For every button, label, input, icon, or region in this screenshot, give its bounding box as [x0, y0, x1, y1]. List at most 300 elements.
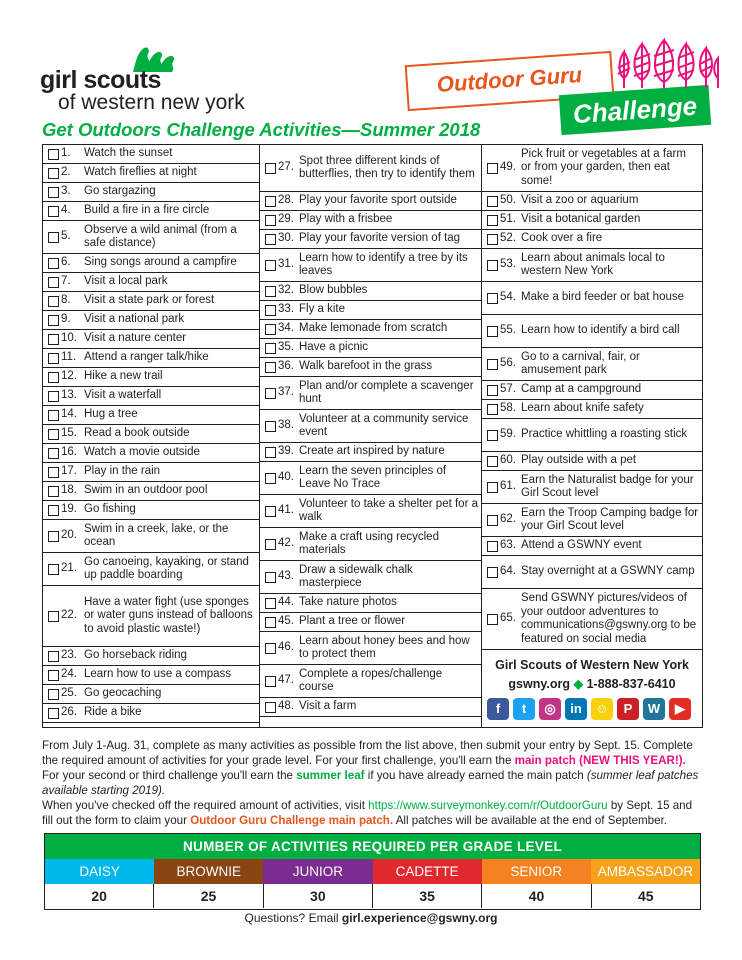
footer-prefix: Questions? Email — [244, 911, 342, 925]
checkbox-wrap — [260, 572, 278, 583]
activity-item — [260, 301, 481, 320]
activity-checkbox[interactable] — [48, 505, 59, 516]
activity-item — [482, 589, 702, 650]
activity-item — [260, 377, 481, 410]
activity-item — [260, 145, 481, 192]
activity-checkbox[interactable] — [265, 572, 276, 583]
activity-number: 41. — [278, 504, 294, 517]
activity-checkbox[interactable] — [48, 689, 59, 700]
activity-number: 48. — [278, 700, 294, 713]
checkbox-wrap — [43, 689, 61, 700]
activity-checkbox[interactable] — [48, 334, 59, 345]
checkbox-wrap — [43, 410, 61, 421]
activity-number: 2. — [61, 166, 71, 179]
activity-number: 44. — [278, 596, 294, 609]
activity-text: Visit a nature center — [84, 332, 187, 345]
activity-item — [260, 320, 481, 339]
para2-text-a: When you've checked off the required amount of activities, visit — [42, 799, 369, 812]
activity-text: Make a craft using recycled materials — [299, 530, 439, 556]
activity-text: Sing songs around a campfire — [84, 256, 237, 269]
contact-phone: 1-888-837-6410 — [586, 677, 676, 691]
activity-number: 5. — [61, 230, 71, 243]
checkbox-wrap — [43, 258, 61, 269]
trees-icon — [614, 38, 724, 90]
activity-number: 38. — [278, 419, 294, 432]
activity-item — [43, 501, 259, 520]
page-title: Get Outdoors Challenge Activities—Summer 2018 — [42, 119, 481, 140]
logo-girl-scouts: girl scouts — [40, 66, 161, 94]
survey-link[interactable]: https://www.surveymonkey.com/r/OutdoorGuru — [368, 799, 608, 812]
activity-item — [482, 556, 702, 589]
checkbox-wrap — [260, 163, 278, 174]
activity-text: Stay overnight at a GSWNY camp — [521, 565, 695, 578]
grade-level-name: SENIOR — [482, 859, 591, 884]
activity-checkbox[interactable] — [265, 196, 276, 207]
activity-item — [260, 561, 481, 594]
activity-checkbox[interactable] — [487, 541, 498, 552]
activity-item — [43, 349, 259, 368]
activity-number: 65. — [500, 612, 516, 625]
checkbox-wrap — [43, 149, 61, 160]
checkbox-wrap — [43, 486, 61, 497]
activity-item — [260, 192, 481, 211]
activity-number: 62. — [500, 513, 516, 526]
activity-number: 58. — [500, 402, 516, 415]
activity-text: Visit a waterfall — [84, 389, 162, 402]
activity-text: Have a picnic — [299, 341, 369, 354]
activity-text: Complete a ropes/challenge course — [299, 667, 443, 693]
activity-text: Walk barefoot in the grass — [299, 360, 433, 373]
activity-text: Play your favorite sport outside — [299, 194, 457, 207]
activity-number: 40. — [278, 471, 294, 484]
activity-checkbox[interactable] — [48, 258, 59, 269]
instructions-paragraph — [42, 738, 704, 798]
grade-level-name: BROWNIE — [154, 859, 263, 884]
contact-website[interactable]: gswny.org — [508, 677, 571, 691]
activity-text: Take nature photos — [299, 596, 397, 609]
activity-text: Draw a sidewalk chalk masterpiece — [299, 563, 413, 589]
activity-checkbox[interactable] — [487, 430, 498, 441]
activity-checkbox[interactable] — [487, 482, 498, 493]
activity-checkbox[interactable] — [265, 702, 276, 713]
activity-number: 51. — [500, 213, 516, 226]
activity-checkbox[interactable] — [48, 277, 59, 288]
activity-checkbox[interactable] — [487, 196, 498, 207]
activity-item — [260, 495, 481, 528]
checkbox-wrap — [482, 326, 500, 337]
linkedin-icon[interactable]: in — [565, 698, 587, 720]
activity-column-3 — [482, 145, 702, 727]
activity-item — [482, 315, 702, 348]
checkbox-wrap — [260, 643, 278, 654]
activity-text: Have a water fight (use sponges or water guns instead of balloons to avoid plastic waste!) — [84, 595, 253, 635]
activity-number: 54. — [500, 291, 516, 304]
activity-text: Go fishing — [84, 503, 136, 516]
activity-text: Learn how to use a compass — [84, 668, 232, 681]
activity-number: 53. — [500, 258, 516, 271]
activity-item — [43, 164, 259, 183]
activity-text: Visit a national park — [84, 313, 185, 326]
footer-questions — [0, 911, 742, 925]
activity-item — [43, 553, 259, 586]
activity-item — [43, 666, 259, 685]
activity-checkbox[interactable] — [265, 539, 276, 550]
activity-text: Volunteer at a community service event — [299, 412, 469, 438]
table-heading: NUMBER OF ACTIVITIES REQUIRED PER GRADE LEVEL — [45, 834, 700, 859]
activity-checkbox[interactable] — [265, 617, 276, 628]
activity-checkbox[interactable] — [48, 564, 59, 575]
activity-number: 28. — [278, 194, 294, 207]
activity-text: Play your favorite version of tag — [299, 232, 461, 245]
para2-text-d: All patches will be available at the end of September. — [393, 814, 668, 827]
activity-item — [43, 406, 259, 425]
checkbox-wrap — [260, 234, 278, 245]
activity-checkbox[interactable] — [48, 372, 59, 383]
activity-number: 15. — [61, 427, 77, 440]
checkbox-wrap — [260, 447, 278, 458]
activity-checkbox[interactable] — [265, 421, 276, 432]
activity-text: Watch fireflies at night — [84, 166, 197, 179]
activity-checkbox[interactable] — [265, 598, 276, 609]
activity-number: 60. — [500, 454, 516, 467]
activity-checkbox[interactable] — [48, 315, 59, 326]
activity-text: Learn how to identify a tree by its leaves — [299, 251, 468, 277]
checkbox-wrap — [43, 187, 61, 198]
activity-checkbox[interactable] — [487, 326, 498, 337]
activity-item — [260, 249, 481, 282]
activity-text: Swim in a creek, lake, or the ocean — [84, 522, 229, 548]
activity-text: Plant a tree or flower — [299, 615, 406, 628]
activity-number: 29. — [278, 213, 294, 226]
activity-item — [260, 282, 481, 301]
activity-checkbox[interactable] — [265, 362, 276, 373]
activity-item — [43, 444, 259, 463]
activity-text: Camp at a campground — [521, 383, 642, 396]
activity-text: Go horseback riding — [84, 649, 187, 662]
activity-item — [43, 482, 259, 501]
activity-text: Go geocaching — [84, 687, 162, 700]
activity-text: Read a book outside — [84, 427, 190, 440]
activity-text: Practice whittling a roasting stick — [521, 428, 688, 441]
activity-text: Play with a frisbee — [299, 213, 393, 226]
checkbox-wrap — [482, 456, 500, 467]
activity-text: Create art inspired by nature — [299, 445, 445, 458]
activity-item — [43, 647, 259, 666]
activity-text: Attend a GSWNY event — [521, 539, 642, 552]
checkbox-wrap — [43, 232, 61, 243]
activity-checkbox[interactable] — [487, 359, 498, 370]
activity-text: Visit a botanical garden — [521, 213, 641, 226]
grade-level-name: AMBASSADOR — [591, 859, 700, 884]
activity-checkbox[interactable] — [487, 215, 498, 226]
activity-text: Learn about animals local to western New York — [521, 251, 665, 277]
activity-text: Play in the rain — [84, 465, 161, 478]
activity-item — [260, 698, 481, 717]
checkbox-wrap — [260, 539, 278, 550]
checkbox-wrap — [482, 234, 500, 245]
activity-text: Go stargazing — [84, 185, 156, 198]
activity-checkbox[interactable] — [48, 206, 59, 217]
activity-text: Ride a bike — [84, 706, 142, 719]
activity-text: Build a fire in a fire circle — [84, 204, 210, 217]
diamond-icon: ◆ — [573, 677, 584, 691]
activity-checkbox[interactable] — [265, 388, 276, 399]
activity-checkbox[interactable] — [265, 447, 276, 458]
checkbox-wrap — [260, 286, 278, 297]
checkbox-wrap — [260, 362, 278, 373]
activity-item — [482, 145, 702, 192]
activity-checkbox[interactable] — [487, 404, 498, 415]
checkbox-wrap — [260, 324, 278, 335]
activity-checkbox[interactable] — [487, 260, 498, 271]
activity-item — [43, 221, 259, 254]
activity-number: 37. — [278, 386, 294, 399]
checkbox-wrap — [260, 305, 278, 316]
activity-item — [43, 202, 259, 221]
activity-number: 25. — [61, 687, 77, 700]
checkbox-wrap — [482, 215, 500, 226]
activity-text: Learn about knife safety — [521, 402, 644, 415]
checkbox-wrap — [43, 448, 61, 459]
checkbox-wrap — [482, 430, 500, 441]
activity-checkbox[interactable] — [265, 260, 276, 271]
activity-number: 56. — [500, 357, 516, 370]
activity-checkbox[interactable] — [265, 643, 276, 654]
activity-text: Fly a kite — [299, 303, 346, 316]
activity-item — [260, 528, 481, 561]
activity-checkbox[interactable] — [487, 234, 498, 245]
checkbox-wrap — [43, 531, 61, 542]
checkbox-wrap — [43, 651, 61, 662]
activity-number: 26. — [61, 706, 77, 719]
activity-item — [260, 410, 481, 443]
activity-text: Send GSWNY pictures/videos of your outdoor adventures to communications@gswny.org to be featured on social media — [521, 592, 697, 645]
activity-checkbox[interactable] — [265, 234, 276, 245]
summer-leaf-text: summer leaf — [296, 769, 365, 782]
snapchat-icon[interactable]: ☺ — [591, 698, 613, 720]
activity-item — [482, 504, 702, 537]
activity-number: 6. — [61, 256, 71, 269]
activity-checkbox[interactable] — [48, 149, 59, 160]
contact-org: Girl Scouts of Western New York — [495, 658, 689, 672]
activity-text: Visit a farm — [299, 700, 357, 713]
checkbox-wrap — [43, 372, 61, 383]
checkbox-wrap — [482, 359, 500, 370]
activity-item — [260, 594, 481, 613]
activity-number: 61. — [500, 480, 516, 493]
activity-item — [482, 419, 702, 452]
checkbox-wrap — [260, 343, 278, 354]
activity-checkbox[interactable] — [265, 473, 276, 484]
activity-checkbox[interactable] — [265, 163, 276, 174]
activity-number: 47. — [278, 674, 294, 687]
checkbox-wrap — [43, 334, 61, 345]
para1-text-e: if you have already earned the main patch — [364, 769, 587, 782]
facebook-icon[interactable]: f — [487, 698, 509, 720]
youtube-icon[interactable]: ▶ — [669, 698, 691, 720]
activity-number: 7. — [61, 275, 71, 288]
activity-number: 45. — [278, 615, 294, 628]
activity-checkbox[interactable] — [48, 410, 59, 421]
activity-number: 59. — [500, 428, 516, 441]
contact-box — [482, 650, 702, 730]
activity-text: Make a bird feeder or bat house — [521, 291, 685, 304]
activity-text: Spot three different kinds of butterflies, then try to identify them — [299, 154, 475, 180]
activity-number: 13. — [61, 389, 77, 402]
activity-number: 39. — [278, 445, 294, 458]
checkbox-wrap — [260, 473, 278, 484]
checkbox-wrap — [260, 676, 278, 687]
twitter-icon[interactable]: t — [513, 698, 535, 720]
checkbox-wrap — [260, 506, 278, 517]
activity-text: Visit a zoo or aquarium — [521, 194, 639, 207]
checkbox-wrap — [482, 482, 500, 493]
activity-number: 35. — [278, 341, 294, 354]
activity-checkbox[interactable] — [48, 467, 59, 478]
activity-checkbox[interactable] — [487, 515, 498, 526]
activity-number: 36. — [278, 360, 294, 373]
instagram-icon[interactable]: ◎ — [539, 698, 561, 720]
main-patch-text: main patch (NEW THIS YEAR!). — [514, 754, 686, 767]
activity-number: 22. — [61, 609, 77, 622]
activity-number: 64. — [500, 565, 516, 578]
checkbox-wrap — [260, 388, 278, 399]
checkbox-wrap — [260, 215, 278, 226]
grade-level-count: 35 — [373, 884, 482, 908]
activity-text: Volunteer to take a shelter pet for a walk — [299, 497, 479, 523]
activity-checkbox[interactable] — [265, 305, 276, 316]
activity-checkbox[interactable] — [487, 163, 498, 174]
activity-number: 23. — [61, 649, 77, 662]
activity-checkbox[interactable] — [265, 506, 276, 517]
activity-checkbox[interactable] — [265, 215, 276, 226]
activity-checkbox[interactable] — [48, 611, 59, 622]
checkbox-wrap — [43, 277, 61, 288]
logo-region: of western new york — [58, 91, 245, 114]
grade-level-name: CADETTE — [373, 859, 482, 884]
activity-checkbox[interactable] — [48, 531, 59, 542]
activity-checkbox[interactable] — [48, 708, 59, 719]
activity-item — [43, 311, 259, 330]
pinterest-icon[interactable]: P — [617, 698, 639, 720]
activity-number: 50. — [500, 194, 516, 207]
checkbox-wrap — [482, 196, 500, 207]
checkbox-wrap — [482, 385, 500, 396]
activity-text: Earn the Troop Camping badge for your Girl Scout level — [521, 506, 699, 532]
activity-text: Hug a tree — [84, 408, 138, 421]
activity-checkbox[interactable] — [487, 614, 498, 625]
activity-text: Plan and/or complete a scavenger hunt — [299, 379, 474, 405]
activity-checkbox[interactable] — [265, 343, 276, 354]
activity-item — [482, 192, 702, 211]
activity-text: Watch a movie outside — [84, 446, 200, 459]
activity-text: Make lemonade from scratch — [299, 322, 448, 335]
checkbox-wrap — [43, 611, 61, 622]
activity-checkbox[interactable] — [48, 296, 59, 307]
activity-item — [43, 520, 259, 553]
main-patch-claim-text: Outdoor Guru Challenge main patch. — [190, 814, 394, 827]
activity-number: 34. — [278, 322, 294, 335]
activity-text: Play outside with a pet — [521, 454, 637, 467]
checkbox-wrap — [43, 353, 61, 364]
activity-number: 10. — [61, 332, 77, 345]
checkbox-wrap — [260, 702, 278, 713]
activity-item — [260, 358, 481, 377]
contact-line — [482, 676, 702, 691]
checkbox-wrap — [43, 429, 61, 440]
activity-text: Go to a carnival, fair, or amusement park — [521, 350, 640, 376]
checkbox-wrap — [482, 293, 500, 304]
checkbox-wrap — [482, 163, 500, 174]
checkbox-wrap — [482, 614, 500, 625]
activity-checkbox[interactable] — [265, 286, 276, 297]
activity-text: Swim in an outdoor pool — [84, 484, 208, 497]
activity-item — [260, 632, 481, 665]
activity-checkbox[interactable] — [265, 324, 276, 335]
activity-text: Watch the sunset — [84, 147, 173, 160]
activity-checkbox[interactable] — [48, 448, 59, 459]
activity-checkbox[interactable] — [487, 567, 498, 578]
checkbox-wrap — [43, 467, 61, 478]
activity-checkbox[interactable] — [48, 670, 59, 681]
activity-item — [43, 425, 259, 444]
activity-checkbox[interactable] — [265, 676, 276, 687]
banner-line2: Challenge — [571, 90, 699, 130]
activity-text: Cook over a fire — [521, 232, 603, 245]
activity-number: 32. — [278, 284, 294, 297]
activity-item — [482, 348, 702, 381]
activity-checkbox[interactable] — [487, 293, 498, 304]
activity-number: 27. — [278, 161, 294, 174]
grade-level-name: DAISY — [45, 859, 154, 884]
activity-checkbox[interactable] — [48, 168, 59, 179]
activity-text: Attend a ranger talk/hike — [84, 351, 209, 364]
activity-text: Earn the Naturalist badge for your Girl Scout level — [521, 473, 694, 499]
checkbox-wrap — [43, 296, 61, 307]
para1-text-c: For your second or third challenge you'll earn the — [42, 769, 297, 782]
activity-checkbox[interactable] — [48, 391, 59, 402]
activity-checkbox[interactable] — [48, 429, 59, 440]
checkbox-wrap — [260, 421, 278, 432]
activity-checkbox[interactable] — [48, 486, 59, 497]
activity-item — [43, 463, 259, 482]
grade-level-count: 25 — [154, 884, 263, 908]
activity-checkbox[interactable] — [48, 232, 59, 243]
activity-checkbox[interactable] — [487, 456, 498, 467]
activity-text: Blow bubbles — [299, 284, 368, 297]
para1-text-f: (summer leaf patches available starting 2019). — [42, 769, 699, 797]
activity-item — [43, 368, 259, 387]
activity-item — [260, 211, 481, 230]
activity-checkbox[interactable] — [48, 187, 59, 198]
activity-number: 33. — [278, 303, 294, 316]
social-icons — [487, 698, 691, 720]
activity-checkbox[interactable] — [487, 385, 498, 396]
footer-email[interactable]: girl.experience@gswny.org — [341, 911, 498, 925]
activity-item — [482, 282, 702, 315]
activity-item — [482, 471, 702, 504]
activity-checkbox[interactable] — [48, 651, 59, 662]
activity-number: 30. — [278, 232, 294, 245]
activity-item — [43, 292, 259, 311]
activity-number: 12. — [61, 370, 77, 383]
activity-item — [260, 339, 481, 358]
wordpress-icon[interactable]: W — [643, 698, 665, 720]
activity-checkbox[interactable] — [48, 353, 59, 364]
para2-text-b: by Sept. 15 and fill out the form to claim your — [42, 799, 693, 827]
checkbox-wrap — [43, 315, 61, 326]
activity-item — [43, 273, 259, 292]
